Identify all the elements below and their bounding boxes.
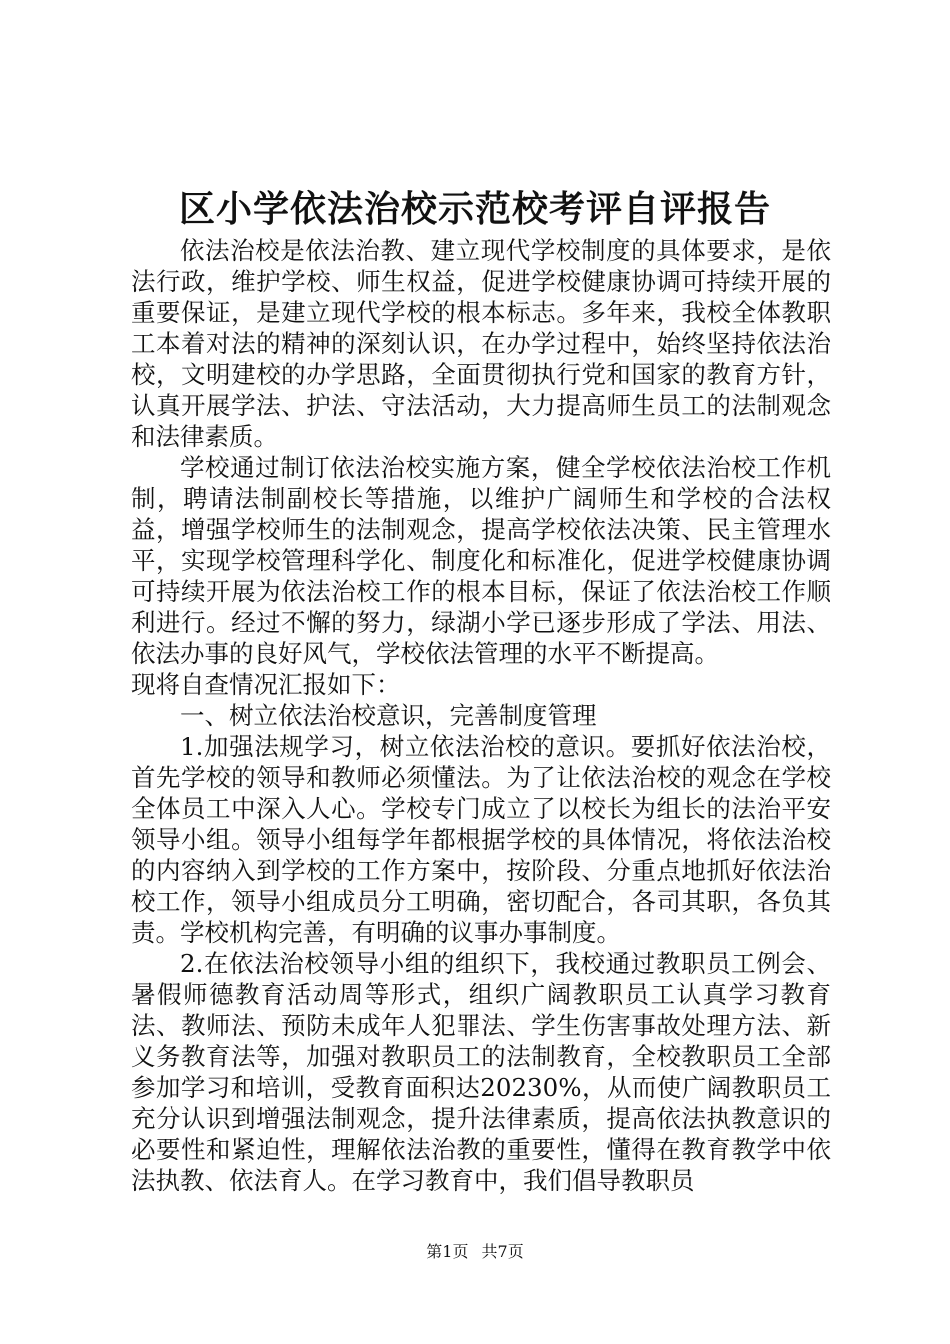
paragraph-item-2: 2.在依法治校领导小组的组织下，我校通过教职员工例会、暑假师德教育活动周等形式，组织广阔教职员工认真学习教育法、教师法、预防未成年人犯罪法、学生伤害事故处理方法、新义务教育法等，加强对教职员工的法制教育，全校教职员工全部参加学习和培训，受教育面积达20230%，从而使广阔教职员工充分认识到增强法制观念，提升法律素质，提高依法执教意识的必要性和紧迫性，理解依法治教的重要性，懂得在教育教学中依法执教、依法育人。在学习教育中，我们倡导教职员 xyxy=(131,949,831,1195)
paragraph-report-lead: 现将自查情况汇报如下： xyxy=(131,670,401,699)
page-footer xyxy=(0,1242,950,1262)
page-number: 第1页 xyxy=(426,1242,469,1261)
page-total: 共7页 xyxy=(481,1242,524,1261)
paragraph-intro: 依法治校是依法治教、建立现代学校制度的具体要求，是依法行政，维护学校、师生权益，促进学校健康协调可持续开展的重要保证，是建立现代学校的根本标志。多年来，我校全体教职工本着对法的精神的深刻认识，在办学过程中，始终坚持依法治校，文明建校的办学思路，全面贯彻执行党和国家的教育方针，认真开展学法、护法、守法活动，大力提高师生员工的法制观念和法律素质。 xyxy=(131,236,831,451)
paragraph-item-1: 1.加强法规学习，树立依法治校的意识。要抓好依法治校，首先学校的领导和教师必须懂法。为了让依法治校的观念在学校全体员工中深入人心。学校专门成立了以校长为组长的法治平安领导小组。领导小组每学年都根据学校的具体情况，将依法治校的内容纳入到学校的工作方案中，按阶段、分重点地抓好依法治校工作，领导小组成员分工明确，密切配合，各司其职，各负其责。学校机构完善，有明确的议事办事制度。 xyxy=(131,732,831,947)
document-body xyxy=(131,235,831,1196)
document-title: 区小学依法治校示范校考评自评报告 xyxy=(178,188,771,230)
section-heading: 一、树立依法治校意识，完善制度管理 xyxy=(180,701,597,730)
paragraph-measures: 学校通过制订依法治校实施方案，健全学校依法治校工作机制，聘请法制副校长等措施，以维护广阔师生和学校的合法权益，增强学校师生的法制观念，提高学校依法决策、民主管理水平，实现学校管理科学化、制度化和标准化，促进学校健康协调可持续开展为依法治校工作的根本目标，保证了依法治校工作顺利进行。经过不懈的努力，绿湖小学已逐步形成了学法、用法、依法办事的良好风气，学校依法管理的水平不断提高。 xyxy=(131,453,831,668)
